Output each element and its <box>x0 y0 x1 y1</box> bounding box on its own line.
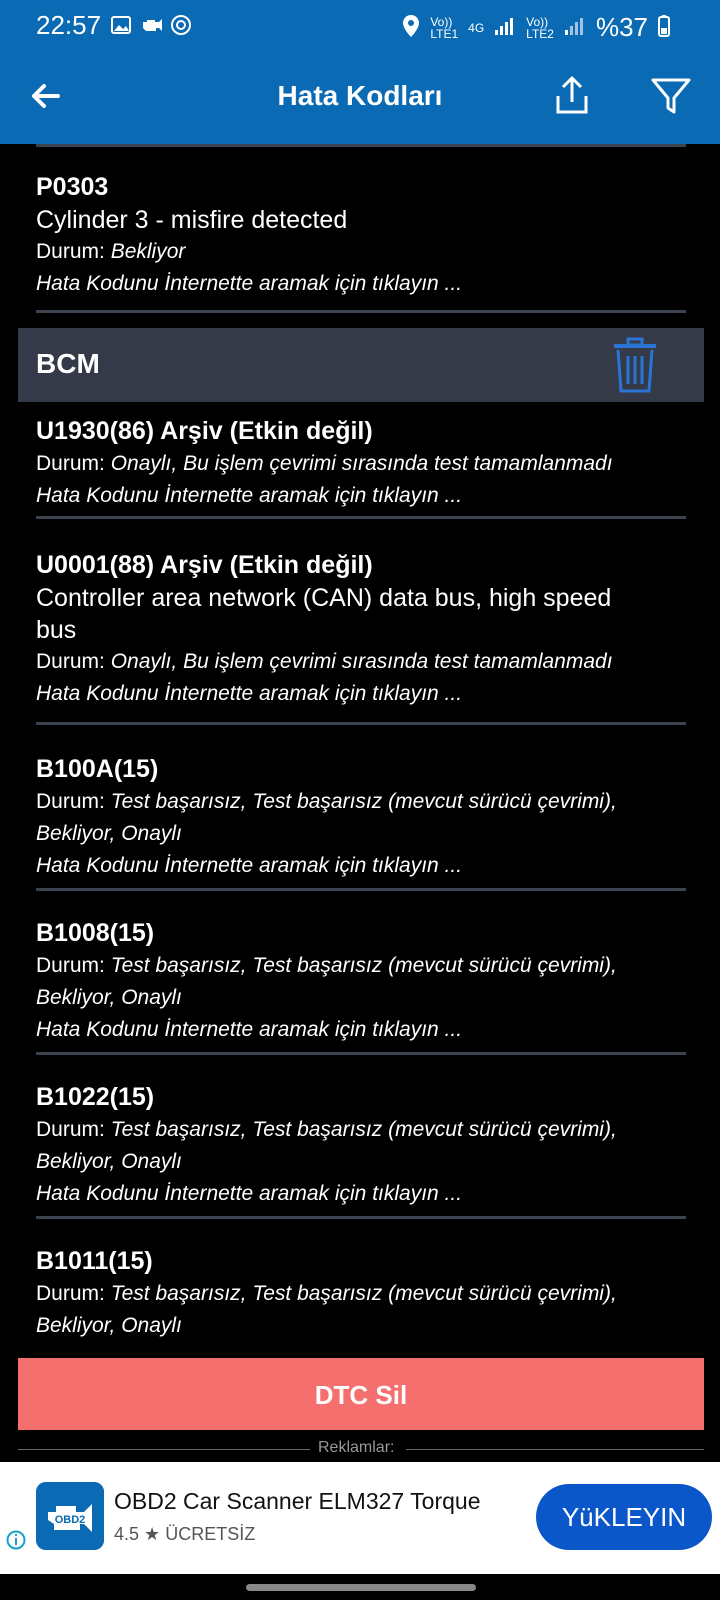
app-logo-text: OBD2 <box>54 1514 86 1526</box>
battery-percent: %37 <box>595 12 648 42</box>
dtc-code: U0001(88) Arşiv (Etkin değil) <box>36 551 373 579</box>
search-online-link[interactable]: Hata Kodunu İnternette aramak için tıklayın ... <box>36 682 463 705</box>
trash-icon[interactable] <box>610 336 660 394</box>
section-header-bcm <box>18 328 704 402</box>
dtc-code: B100A(15) <box>36 755 159 783</box>
location-icon <box>402 14 420 41</box>
dtc-status-cont: Bekliyor, Onaylı <box>36 1314 182 1337</box>
divider <box>36 1216 686 1219</box>
status-bar <box>0 0 720 52</box>
car-engine-icon <box>140 14 162 36</box>
divider <box>18 1449 310 1450</box>
dtc-code: P0303 <box>36 173 109 201</box>
star-icon: ★ <box>144 1524 161 1544</box>
dtc-code: B1022(15) <box>36 1083 155 1111</box>
divider <box>36 1052 686 1055</box>
dtc-description: Controller area network (CAN) data bus, high speed <box>36 584 612 612</box>
notification-icons <box>110 14 192 36</box>
dtc-status: Durum: Onaylı, Bu işlem çevrimi sırasında test tamamlanmadı <box>36 650 613 673</box>
dtc-status: Durum: Onaylı, Bu işlem çevrimi sırasında test tamamlanmadı <box>36 452 613 475</box>
filter-icon[interactable] <box>650 74 692 118</box>
dtc-description-cont: bus <box>36 616 77 644</box>
status-time: 22:57 <box>36 10 102 40</box>
divider <box>36 888 686 891</box>
dtc-item[interactable] <box>36 414 686 512</box>
sim1-indicator: Vo)) LTE1 <box>430 14 459 41</box>
ad-app-name[interactable]: OBD2 Car Scanner ELM327 Torque <box>114 1488 481 1514</box>
divider <box>36 144 686 147</box>
dtc-status: Durum: Test başarısız, Test başarısız (mevcut sürücü çevrimi), <box>36 954 617 977</box>
battery-icon <box>658 15 670 40</box>
app-logo[interactable] <box>36 1482 104 1550</box>
dtc-item[interactable] <box>36 916 686 1046</box>
section-title: BCM <box>36 348 100 379</box>
page-title: Hata Kodları <box>277 80 443 111</box>
install-button[interactable]: YüKLEYIN <box>536 1484 712 1550</box>
dtc-code: U1930(86) Arşiv (Etkin değil) <box>36 417 373 445</box>
dtc-item[interactable] <box>36 548 686 710</box>
dtc-status-cont: Bekliyor, Onaylı <box>36 822 182 845</box>
dtc-status: Durum: Test başarısız, Test başarısız (mevcut sürücü çevrimi), <box>36 790 617 813</box>
dtc-status: Durum: Test başarısız, Test başarısız (mevcut sürücü çevrimi), <box>36 1282 617 1305</box>
gesture-navigation-bar[interactable] <box>246 1584 476 1591</box>
ad-rating: 4.5 ★ ÜCRETSİZ <box>114 1524 256 1544</box>
divider <box>36 516 686 519</box>
at-sign-icon <box>170 14 192 36</box>
divider <box>36 310 686 313</box>
divider <box>36 722 686 725</box>
divider <box>406 1449 704 1450</box>
dtc-item[interactable] <box>36 1244 686 1342</box>
sim2-indicator: Vo)) LTE2 <box>526 14 554 41</box>
share-icon[interactable] <box>552 74 592 118</box>
signal-icon <box>564 16 586 39</box>
search-online-link[interactable]: Hata Kodunu İnternette aramak için tıklayın ... <box>36 1018 463 1041</box>
info-icon[interactable] <box>6 1530 26 1550</box>
dtc-code: B1011(15) <box>36 1247 153 1275</box>
ad-banner[interactable] <box>0 1462 720 1574</box>
dtc-description: Cylinder 3 - misfire detected <box>36 206 348 234</box>
status-right <box>402 12 670 43</box>
dtc-status: Durum: Test başarısız, Test başarısız (mevcut sürücü çevrimi), <box>36 1118 617 1141</box>
dtc-list[interactable] <box>0 144 720 1358</box>
search-online-link[interactable]: Hata Kodunu İnternette aramak için tıklayın ... <box>36 484 463 507</box>
ads-label: Reklamlar: <box>318 1439 395 1456</box>
clear-dtc-button[interactable]: DTC Sil <box>18 1358 704 1430</box>
dtc-status: Durum: Bekliyor <box>36 240 186 263</box>
dtc-item[interactable] <box>36 1080 686 1210</box>
dtc-status-cont: Bekliyor, Onaylı <box>36 986 182 1009</box>
search-online-link[interactable]: Hata Kodunu İnternette aramak için tıklayın ... <box>36 854 463 877</box>
dtc-code: B1008(15) <box>36 919 155 947</box>
dtc-item[interactable] <box>36 170 686 300</box>
dtc-status-cont: Bekliyor, Onaylı <box>36 1150 182 1173</box>
signal-icon <box>494 16 516 39</box>
image-icon <box>110 14 132 36</box>
search-online-link[interactable]: Hata Kodunu İnternette aramak için tıklayın ... <box>36 1182 463 1205</box>
app-bar <box>0 52 720 144</box>
search-online-link[interactable]: Hata Kodunu İnternette aramak için tıklayın ... <box>36 272 463 295</box>
network-type: 4G <box>468 20 485 35</box>
dtc-item[interactable] <box>36 752 686 882</box>
